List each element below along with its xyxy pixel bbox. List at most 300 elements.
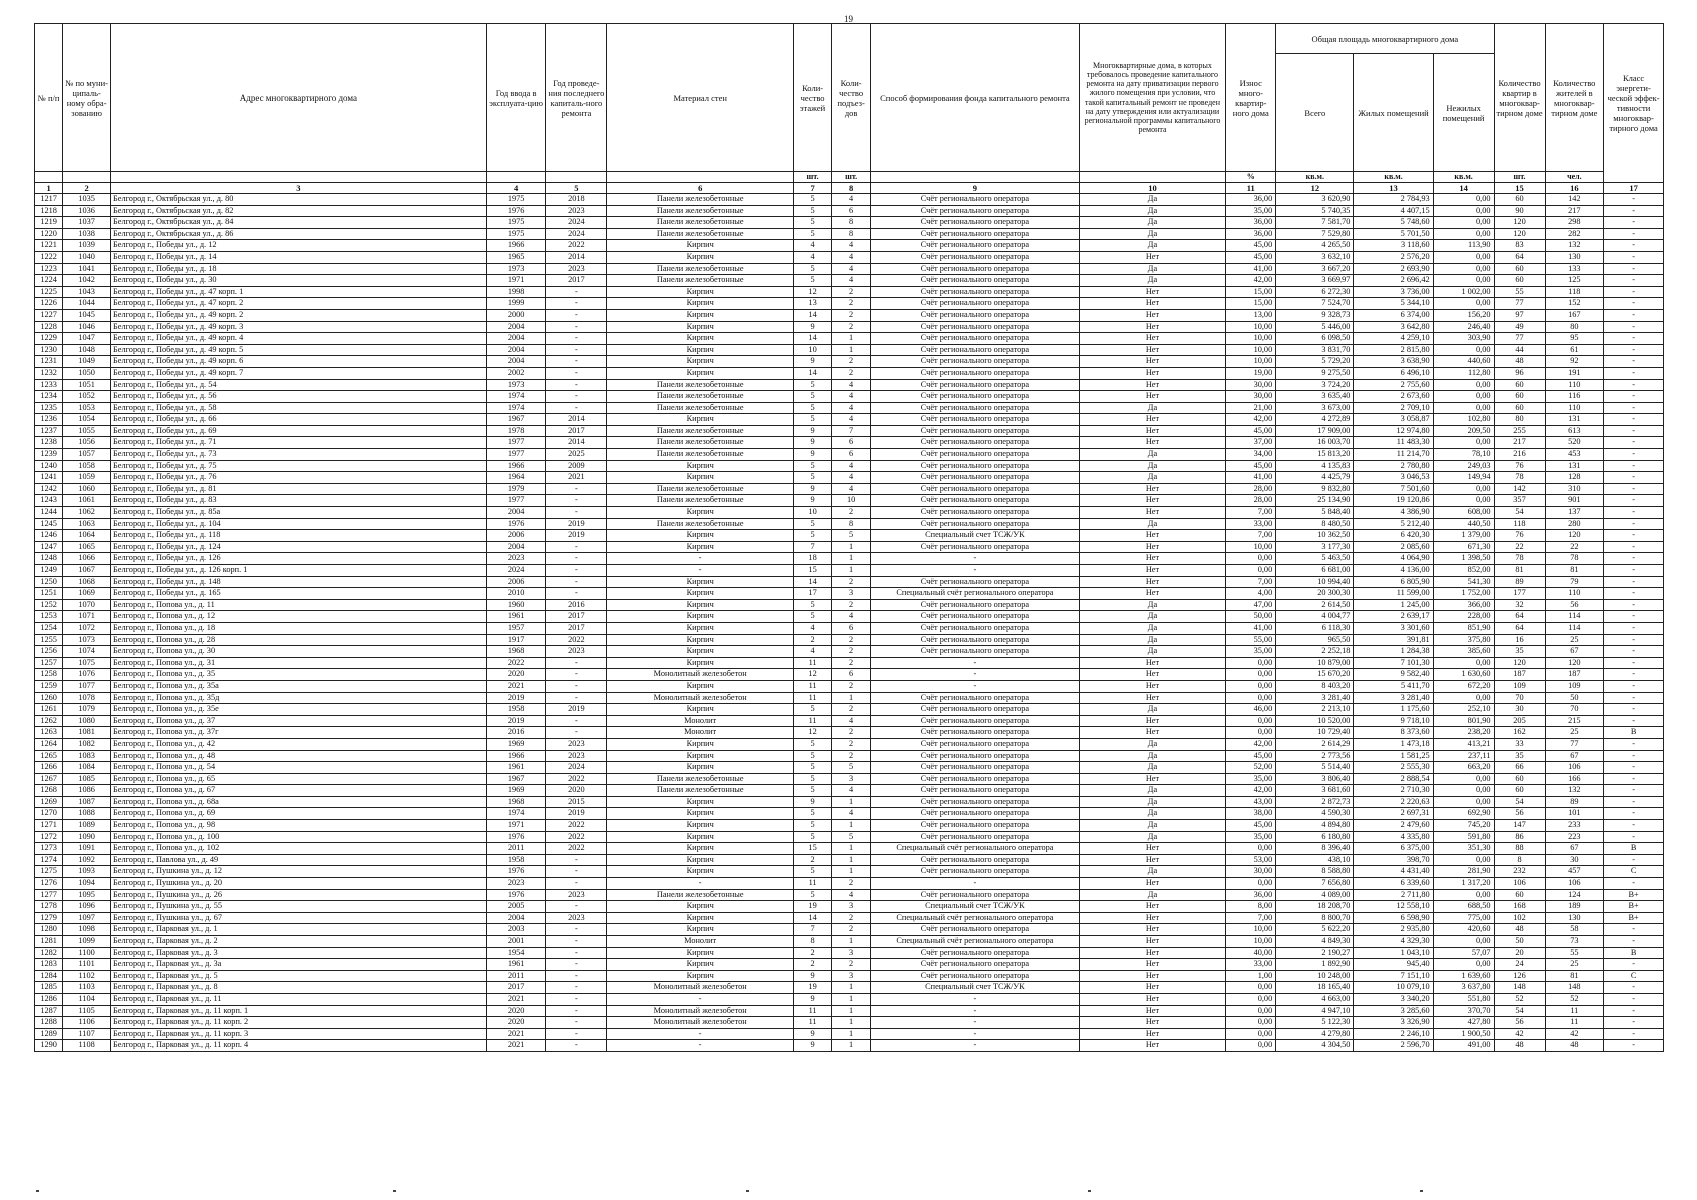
cell-wear-percent: 35,00 xyxy=(1226,831,1276,843)
cell-residents: 457 xyxy=(1545,866,1604,878)
cell-address: Белгород г., Победы ул., д. 12 xyxy=(111,240,487,252)
cell-area-total: 8 480,50 xyxy=(1276,518,1354,530)
cell-fund-method: Счёт регионального оператора xyxy=(871,692,1080,704)
cell-address: Белгород г., Победы ул., д. 126 корп. 1 xyxy=(111,565,487,577)
cell-repair-required: Да xyxy=(1079,808,1226,820)
cell-area-nonresidential: 113,90 xyxy=(1433,240,1494,252)
cell-year-built: 1976 xyxy=(486,889,546,901)
cell-area-residential: 7 151,10 xyxy=(1354,970,1433,982)
cell-floors: 5 xyxy=(794,866,832,878)
cell-residents: 215 xyxy=(1545,715,1604,727)
cell-last-repair-year: 2022 xyxy=(546,831,607,843)
cell-area-total: 5 740,35 xyxy=(1276,205,1354,217)
cell-repair-required: Нет xyxy=(1079,251,1226,263)
cell-repair-required: Да xyxy=(1079,217,1226,229)
cell-area-residential: 2 696,42 xyxy=(1354,275,1433,287)
cell-repair-required: Нет xyxy=(1079,1005,1226,1017)
cell-apartments: 96 xyxy=(1494,367,1545,379)
cell-municipal-number: 1060 xyxy=(63,483,111,495)
cell-area-total: 5 463,50 xyxy=(1276,553,1354,565)
col-header-area-nonresidential: Нежилых помещений xyxy=(1433,54,1494,172)
cell-wear-percent: 15,00 xyxy=(1226,298,1276,310)
cell-wall-material: Монолит xyxy=(607,727,794,739)
cell-wall-material: Кирпич xyxy=(607,831,794,843)
cell-municipal-number: 1084 xyxy=(63,762,111,774)
cell-area-residential: 1 581,25 xyxy=(1354,750,1433,762)
cell-row-index: 1284 xyxy=(35,970,63,982)
cell-fund-method: Счёт регионального оператора xyxy=(871,437,1080,449)
cell-area-residential: 6 339,60 xyxy=(1354,878,1433,890)
cell-area-nonresidential: 0,00 xyxy=(1433,263,1494,275)
cell-energy-class: - xyxy=(1604,959,1664,971)
cell-year-built: 2021 xyxy=(486,993,546,1005)
cell-wear-percent: 35,00 xyxy=(1226,773,1276,785)
cell-area-nonresidential: 252,10 xyxy=(1433,704,1494,716)
cell-floors: 5 xyxy=(794,263,832,275)
cell-row-index: 1227 xyxy=(35,309,63,321)
cell-address: Белгород г., Парковая ул., д. 3 xyxy=(111,947,487,959)
cell-last-repair-year: 2014 xyxy=(546,414,607,426)
cell-residents: 901 xyxy=(1545,495,1604,507)
cell-row-index: 1226 xyxy=(35,298,63,310)
cell-year-built: 1961 xyxy=(486,611,546,623)
cell-area-residential: 2 085,60 xyxy=(1354,541,1433,553)
cell-floors: 5 xyxy=(794,414,832,426)
cell-wall-material: Кирпич xyxy=(607,286,794,298)
cell-area-residential: 3 281,40 xyxy=(1354,692,1433,704)
cell-entrances: 5 xyxy=(832,530,871,542)
col-header-total-area-group: Общая площадь многоквартирного дома xyxy=(1276,24,1494,54)
cell-entrances: 1 xyxy=(832,993,871,1005)
scan-mark xyxy=(36,1190,39,1192)
cell-repair-required: Нет xyxy=(1079,588,1226,600)
cell-entrances: 1 xyxy=(832,1028,871,1040)
cell-year-built: 1977 xyxy=(486,449,546,461)
cell-year-built: 1961 xyxy=(486,762,546,774)
cell-wall-material: Кирпич xyxy=(607,530,794,542)
cell-wall-material: - xyxy=(607,1028,794,1040)
cell-area-nonresidential: 663,20 xyxy=(1433,762,1494,774)
cell-year-built: 2011 xyxy=(486,970,546,982)
cell-floors: 14 xyxy=(794,576,832,588)
cell-residents: 613 xyxy=(1545,425,1604,437)
cell-fund-method: Счёт регионального оператора xyxy=(871,217,1080,229)
cell-entrances: 4 xyxy=(832,379,871,391)
cell-floors: 13 xyxy=(794,298,832,310)
cell-area-nonresidential: 671,30 xyxy=(1433,541,1494,553)
cell-energy-class: - xyxy=(1604,936,1664,948)
cell-row-index: 1270 xyxy=(35,808,63,820)
cell-wear-percent: 10,00 xyxy=(1226,936,1276,948)
cell-apartments: 56 xyxy=(1494,808,1545,820)
cell-floors: 4 xyxy=(794,622,832,634)
cell-last-repair-year: 2022 xyxy=(546,843,607,855)
cell-municipal-number: 1087 xyxy=(63,796,111,808)
cell-energy-class: В xyxy=(1604,843,1664,855)
cell-wear-percent: 33,00 xyxy=(1226,518,1276,530)
cell-year-built: 2021 xyxy=(486,680,546,692)
cell-wall-material: Кирпич xyxy=(607,947,794,959)
cell-residents: 70 xyxy=(1545,704,1604,716)
cell-wall-material: Кирпич xyxy=(607,507,794,519)
cell-apartments: 187 xyxy=(1494,669,1545,681)
cell-row-index: 1281 xyxy=(35,936,63,948)
cell-repair-required: Нет xyxy=(1079,912,1226,924)
cell-last-repair-year: 2023 xyxy=(546,205,607,217)
cell-last-repair-year: 2024 xyxy=(546,762,607,774)
cell-row-index: 1257 xyxy=(35,657,63,669)
cell-year-built: 2001 xyxy=(486,936,546,948)
cell-residents: 58 xyxy=(1545,924,1604,936)
cell-area-nonresidential: 209,50 xyxy=(1433,425,1494,437)
cell-area-total: 25 134,90 xyxy=(1276,495,1354,507)
cell-municipal-number: 1105 xyxy=(63,1005,111,1017)
cell-address: Белгород г., Победы ул., д. 58 xyxy=(111,402,487,414)
cell-row-index: 1244 xyxy=(35,507,63,519)
table-row xyxy=(35,715,1664,727)
cell-residents: 48 xyxy=(1545,1040,1604,1052)
table-row xyxy=(35,507,1664,519)
cell-wall-material: Кирпич xyxy=(607,333,794,345)
cell-entrances: 4 xyxy=(832,611,871,623)
cell-fund-method: Счёт регионального оператора xyxy=(871,263,1080,275)
cell-apartments: 52 xyxy=(1494,993,1545,1005)
cell-row-index: 1241 xyxy=(35,472,63,484)
cell-apartments: 78 xyxy=(1494,472,1545,484)
cell-wall-material: Монолит xyxy=(607,715,794,727)
cell-energy-class: - xyxy=(1604,692,1664,704)
cell-municipal-number: 1058 xyxy=(63,460,111,472)
cell-fund-method: Счёт регионального оператора xyxy=(871,333,1080,345)
cell-year-built: 1998 xyxy=(486,286,546,298)
cell-address: Белгород г., Победы ул., д. 49 корп. 4 xyxy=(111,333,487,345)
cell-entrances: 2 xyxy=(832,321,871,333)
cell-energy-class: - xyxy=(1604,715,1664,727)
cell-energy-class: В+ xyxy=(1604,901,1664,913)
cell-entrances: 2 xyxy=(832,924,871,936)
cell-area-nonresidential: 1 398,50 xyxy=(1433,553,1494,565)
cell-apartments: 118 xyxy=(1494,518,1545,530)
cell-residents: 280 xyxy=(1545,518,1604,530)
cell-last-repair-year: 2024 xyxy=(546,228,607,240)
cell-municipal-number: 1100 xyxy=(63,947,111,959)
cell-municipal-number: 1037 xyxy=(63,217,111,229)
cell-energy-class: - xyxy=(1604,194,1664,206)
cell-floors: 14 xyxy=(794,912,832,924)
cell-entrances: 2 xyxy=(832,634,871,646)
cell-repair-required: Нет xyxy=(1079,437,1226,449)
cell-wear-percent: 45,00 xyxy=(1226,251,1276,263)
cell-floors: 2 xyxy=(794,947,832,959)
cell-entrances: 1 xyxy=(832,1005,871,1017)
cell-floors: 12 xyxy=(794,727,832,739)
cell-apartments: 217 xyxy=(1494,437,1545,449)
cell-wear-percent: 0,00 xyxy=(1226,657,1276,669)
cell-area-residential: 2 780,80 xyxy=(1354,460,1433,472)
cell-municipal-number: 1048 xyxy=(63,344,111,356)
cell-wall-material: Кирпич xyxy=(607,344,794,356)
cell-wall-material: Кирпич xyxy=(607,240,794,252)
cell-repair-required: Нет xyxy=(1079,344,1226,356)
table-row xyxy=(35,449,1664,461)
table-row xyxy=(35,831,1664,843)
cell-apartments: 56 xyxy=(1494,1017,1545,1029)
cell-area-total: 7 524,70 xyxy=(1276,298,1354,310)
cell-area-nonresidential: 440,50 xyxy=(1433,518,1494,530)
cell-row-index: 1217 xyxy=(35,194,63,206)
cell-area-residential: 2 220,63 xyxy=(1354,796,1433,808)
cell-wear-percent: 46,00 xyxy=(1226,704,1276,716)
cell-year-built: 1968 xyxy=(486,646,546,658)
cell-area-residential: 2 246,10 xyxy=(1354,1028,1433,1040)
col-header-address: Адрес многоквартирного дома xyxy=(111,24,487,172)
cell-address: Белгород г., Октябрьская ул., д. 82 xyxy=(111,205,487,217)
cell-area-nonresidential: 0,00 xyxy=(1433,228,1494,240)
cell-wall-material: Кирпич xyxy=(607,854,794,866)
cell-wall-material: Кирпич xyxy=(607,646,794,658)
cell-area-residential: 4 329,30 xyxy=(1354,936,1433,948)
cell-energy-class: - xyxy=(1604,576,1664,588)
cell-entrances: 1 xyxy=(832,344,871,356)
cell-area-nonresidential: 0,00 xyxy=(1433,217,1494,229)
cell-apartments: 90 xyxy=(1494,205,1545,217)
scan-mark xyxy=(1088,1190,1091,1192)
cell-area-residential: 5 212,40 xyxy=(1354,518,1433,530)
cell-year-built: 1973 xyxy=(486,263,546,275)
cell-repair-required: Нет xyxy=(1079,970,1226,982)
cell-energy-class: - xyxy=(1604,762,1664,774)
cell-last-repair-year: - xyxy=(546,344,607,356)
cell-area-total: 5 622,20 xyxy=(1276,924,1354,936)
cell-energy-class: В xyxy=(1604,727,1664,739)
cell-area-nonresidential: 1 639,60 xyxy=(1433,970,1494,982)
cell-address: Белгород г., Попова ул., д. 65 xyxy=(111,773,487,785)
cell-residents: 191 xyxy=(1545,367,1604,379)
cell-wear-percent: 0,00 xyxy=(1226,1028,1276,1040)
cell-row-index: 1236 xyxy=(35,414,63,426)
cell-entrances: 1 xyxy=(832,1040,871,1052)
cell-row-index: 1290 xyxy=(35,1040,63,1052)
cell-area-residential: 2 596,70 xyxy=(1354,1040,1433,1052)
cell-area-nonresidential: 491,00 xyxy=(1433,1040,1494,1052)
cell-area-residential: 4 335,80 xyxy=(1354,831,1433,843)
cell-row-index: 1245 xyxy=(35,518,63,530)
cell-municipal-number: 1081 xyxy=(63,727,111,739)
cell-year-built: 2023 xyxy=(486,553,546,565)
cell-apartments: 120 xyxy=(1494,657,1545,669)
cell-area-nonresidential: 0,00 xyxy=(1433,379,1494,391)
cell-entrances: 4 xyxy=(832,785,871,797)
col-header-index: № п/п xyxy=(35,24,63,172)
table-row xyxy=(35,321,1664,333)
cell-row-index: 1249 xyxy=(35,565,63,577)
cell-residents: 131 xyxy=(1545,460,1604,472)
cell-area-total: 6 098,50 xyxy=(1276,333,1354,345)
cell-address: Белгород г., Пушкина ул., д. 26 xyxy=(111,889,487,901)
cell-repair-required: Да xyxy=(1079,611,1226,623)
cell-wall-material: Монолитный железобетон xyxy=(607,1005,794,1017)
cell-floors: 5 xyxy=(794,530,832,542)
scan-mark xyxy=(1420,1190,1423,1192)
cell-repair-required: Да xyxy=(1079,194,1226,206)
cell-fund-method: Счёт регионального оператора xyxy=(871,727,1080,739)
cell-wear-percent: 7,00 xyxy=(1226,576,1276,588)
cell-wear-percent: 0,00 xyxy=(1226,727,1276,739)
table-row xyxy=(35,959,1664,971)
cell-area-residential: 4 386,90 xyxy=(1354,507,1433,519)
cell-last-repair-year: - xyxy=(546,924,607,936)
cell-residents: 130 xyxy=(1545,912,1604,924)
cell-energy-class: - xyxy=(1604,993,1664,1005)
cell-area-residential: 2 710,30 xyxy=(1354,785,1433,797)
cell-last-repair-year: 2023 xyxy=(546,738,607,750)
cell-area-residential: 6 375,00 xyxy=(1354,843,1433,855)
cell-residents: 520 xyxy=(1545,437,1604,449)
cell-area-total: 8 403,20 xyxy=(1276,680,1354,692)
cell-entrances: 6 xyxy=(832,449,871,461)
cell-area-total: 2 872,73 xyxy=(1276,796,1354,808)
cell-area-residential: 3 340,20 xyxy=(1354,993,1433,1005)
cell-residents: 22 xyxy=(1545,541,1604,553)
table-row xyxy=(35,727,1664,739)
cell-residents: 166 xyxy=(1545,773,1604,785)
cell-entrances: 2 xyxy=(832,507,871,519)
cell-wall-material: Панели железобетонные xyxy=(607,773,794,785)
cell-wall-material: Панели железобетонные xyxy=(607,275,794,287)
cell-repair-required: Да xyxy=(1079,646,1226,658)
cell-apartments: 97 xyxy=(1494,309,1545,321)
cell-residents: 167 xyxy=(1545,309,1604,321)
cell-last-repair-year: - xyxy=(546,588,607,600)
cell-fund-method: Счёт регионального оператора xyxy=(871,275,1080,287)
cell-wall-material: Кирпич xyxy=(607,367,794,379)
cell-wall-material: Кирпич xyxy=(607,738,794,750)
cell-residents: 233 xyxy=(1545,820,1604,832)
cell-energy-class: - xyxy=(1604,634,1664,646)
cell-residents: 11 xyxy=(1545,1005,1604,1017)
cell-area-nonresidential: 591,80 xyxy=(1433,831,1494,843)
cell-entrances: 7 xyxy=(832,425,871,437)
cell-entrances: 5 xyxy=(832,762,871,774)
cell-apartments: 147 xyxy=(1494,820,1545,832)
cell-area-nonresidential: 370,70 xyxy=(1433,1005,1494,1017)
cell-wear-percent: 36,00 xyxy=(1226,217,1276,229)
cell-year-built: 1969 xyxy=(486,785,546,797)
cell-municipal-number: 1095 xyxy=(63,889,111,901)
units-row xyxy=(35,172,1664,183)
cell-last-repair-year: 2023 xyxy=(546,912,607,924)
cell-address: Белгород г., Парковая ул., д. 1 xyxy=(111,924,487,936)
cell-last-repair-year: - xyxy=(546,657,607,669)
cell-residents: 110 xyxy=(1545,588,1604,600)
cell-row-index: 1240 xyxy=(35,460,63,472)
cell-wear-percent: 30,00 xyxy=(1226,379,1276,391)
cell-entrances: 2 xyxy=(832,750,871,762)
cell-year-built: 2020 xyxy=(486,1017,546,1029)
cell-wall-material: Монолитный железобетон xyxy=(607,669,794,681)
cell-address: Белгород г., Попова ул., д. 48 xyxy=(111,750,487,762)
cell-area-total: 438,10 xyxy=(1276,854,1354,866)
cell-residents: 187 xyxy=(1545,669,1604,681)
cell-address: Белгород г., Победы ул., д. 18 xyxy=(111,263,487,275)
cell-wear-percent: 42,00 xyxy=(1226,738,1276,750)
cell-municipal-number: 1036 xyxy=(63,205,111,217)
cell-last-repair-year: - xyxy=(546,1028,607,1040)
cell-apartments: 81 xyxy=(1494,565,1545,577)
cell-row-index: 1232 xyxy=(35,367,63,379)
cell-area-residential: 3 046,53 xyxy=(1354,472,1433,484)
cell-fund-method: Счёт регионального оператора xyxy=(871,472,1080,484)
cell-energy-class: - xyxy=(1604,309,1664,321)
cell-energy-class: - xyxy=(1604,379,1664,391)
cell-last-repair-year: 2017 xyxy=(546,425,607,437)
cell-energy-class: - xyxy=(1604,217,1664,229)
cell-floors: 15 xyxy=(794,565,832,577)
cell-floors: 4 xyxy=(794,646,832,658)
cell-floors: 5 xyxy=(794,379,832,391)
cell-municipal-number: 1044 xyxy=(63,298,111,310)
cell-area-total: 4 272,89 xyxy=(1276,414,1354,426)
table-row xyxy=(35,437,1664,449)
cell-repair-required: Нет xyxy=(1079,936,1226,948)
cell-floors: 17 xyxy=(794,588,832,600)
cell-energy-class: - xyxy=(1604,646,1664,658)
cell-repair-required: Да xyxy=(1079,275,1226,287)
cell-row-index: 1256 xyxy=(35,646,63,658)
cell-apartments: 49 xyxy=(1494,321,1545,333)
cell-row-index: 1243 xyxy=(35,495,63,507)
cell-fund-method: Счёт регионального оператора xyxy=(871,576,1080,588)
cell-area-total: 4 663,00 xyxy=(1276,993,1354,1005)
cell-area-nonresidential: 0,00 xyxy=(1433,402,1494,414)
cell-repair-required: Да xyxy=(1079,205,1226,217)
cell-wear-percent: 45,00 xyxy=(1226,460,1276,472)
cell-energy-class: В+ xyxy=(1604,889,1664,901)
cell-address: Белгород г., Октябрьская ул., д. 86 xyxy=(111,228,487,240)
cell-entrances: 8 xyxy=(832,518,871,530)
cell-area-nonresidential: 0,00 xyxy=(1433,889,1494,901)
cell-wall-material: - xyxy=(607,1040,794,1052)
cell-municipal-number: 1059 xyxy=(63,472,111,484)
cell-apartments: 44 xyxy=(1494,344,1545,356)
cell-area-residential: 4 407,15 xyxy=(1354,205,1433,217)
cell-fund-method: Счёт регионального оператора xyxy=(871,947,1080,959)
cell-address: Белгород г., Пушкина ул., д. 20 xyxy=(111,878,487,890)
cell-wall-material: Кирпич xyxy=(607,970,794,982)
cell-wall-material: Панели железобетонные xyxy=(607,391,794,403)
cell-municipal-number: 1070 xyxy=(63,599,111,611)
cell-wall-material: Панели железобетонные xyxy=(607,425,794,437)
cell-area-total: 8 588,80 xyxy=(1276,866,1354,878)
table-row xyxy=(35,970,1664,982)
cell-address: Белгород г., Пушкина ул., д. 67 xyxy=(111,912,487,924)
cell-wear-percent: 0,00 xyxy=(1226,553,1276,565)
cell-entrances: 2 xyxy=(832,286,871,298)
cell-area-total: 17 909,00 xyxy=(1276,425,1354,437)
cell-area-nonresidential: 1 317,20 xyxy=(1433,878,1494,890)
cell-year-built: 2011 xyxy=(486,843,546,855)
cell-last-repair-year: 2014 xyxy=(546,437,607,449)
cell-energy-class: - xyxy=(1604,298,1664,310)
cell-fund-method: Счёт регионального оператора xyxy=(871,194,1080,206)
cell-address: Белгород г., Победы ул., д. 165 xyxy=(111,588,487,600)
cell-wall-material: Панели железобетонные xyxy=(607,217,794,229)
cell-area-residential: 3 326,90 xyxy=(1354,1017,1433,1029)
table-body xyxy=(35,194,1664,1052)
cell-apartments: 54 xyxy=(1494,507,1545,519)
cell-wall-material: Кирпич xyxy=(607,924,794,936)
cell-row-index: 1253 xyxy=(35,611,63,623)
